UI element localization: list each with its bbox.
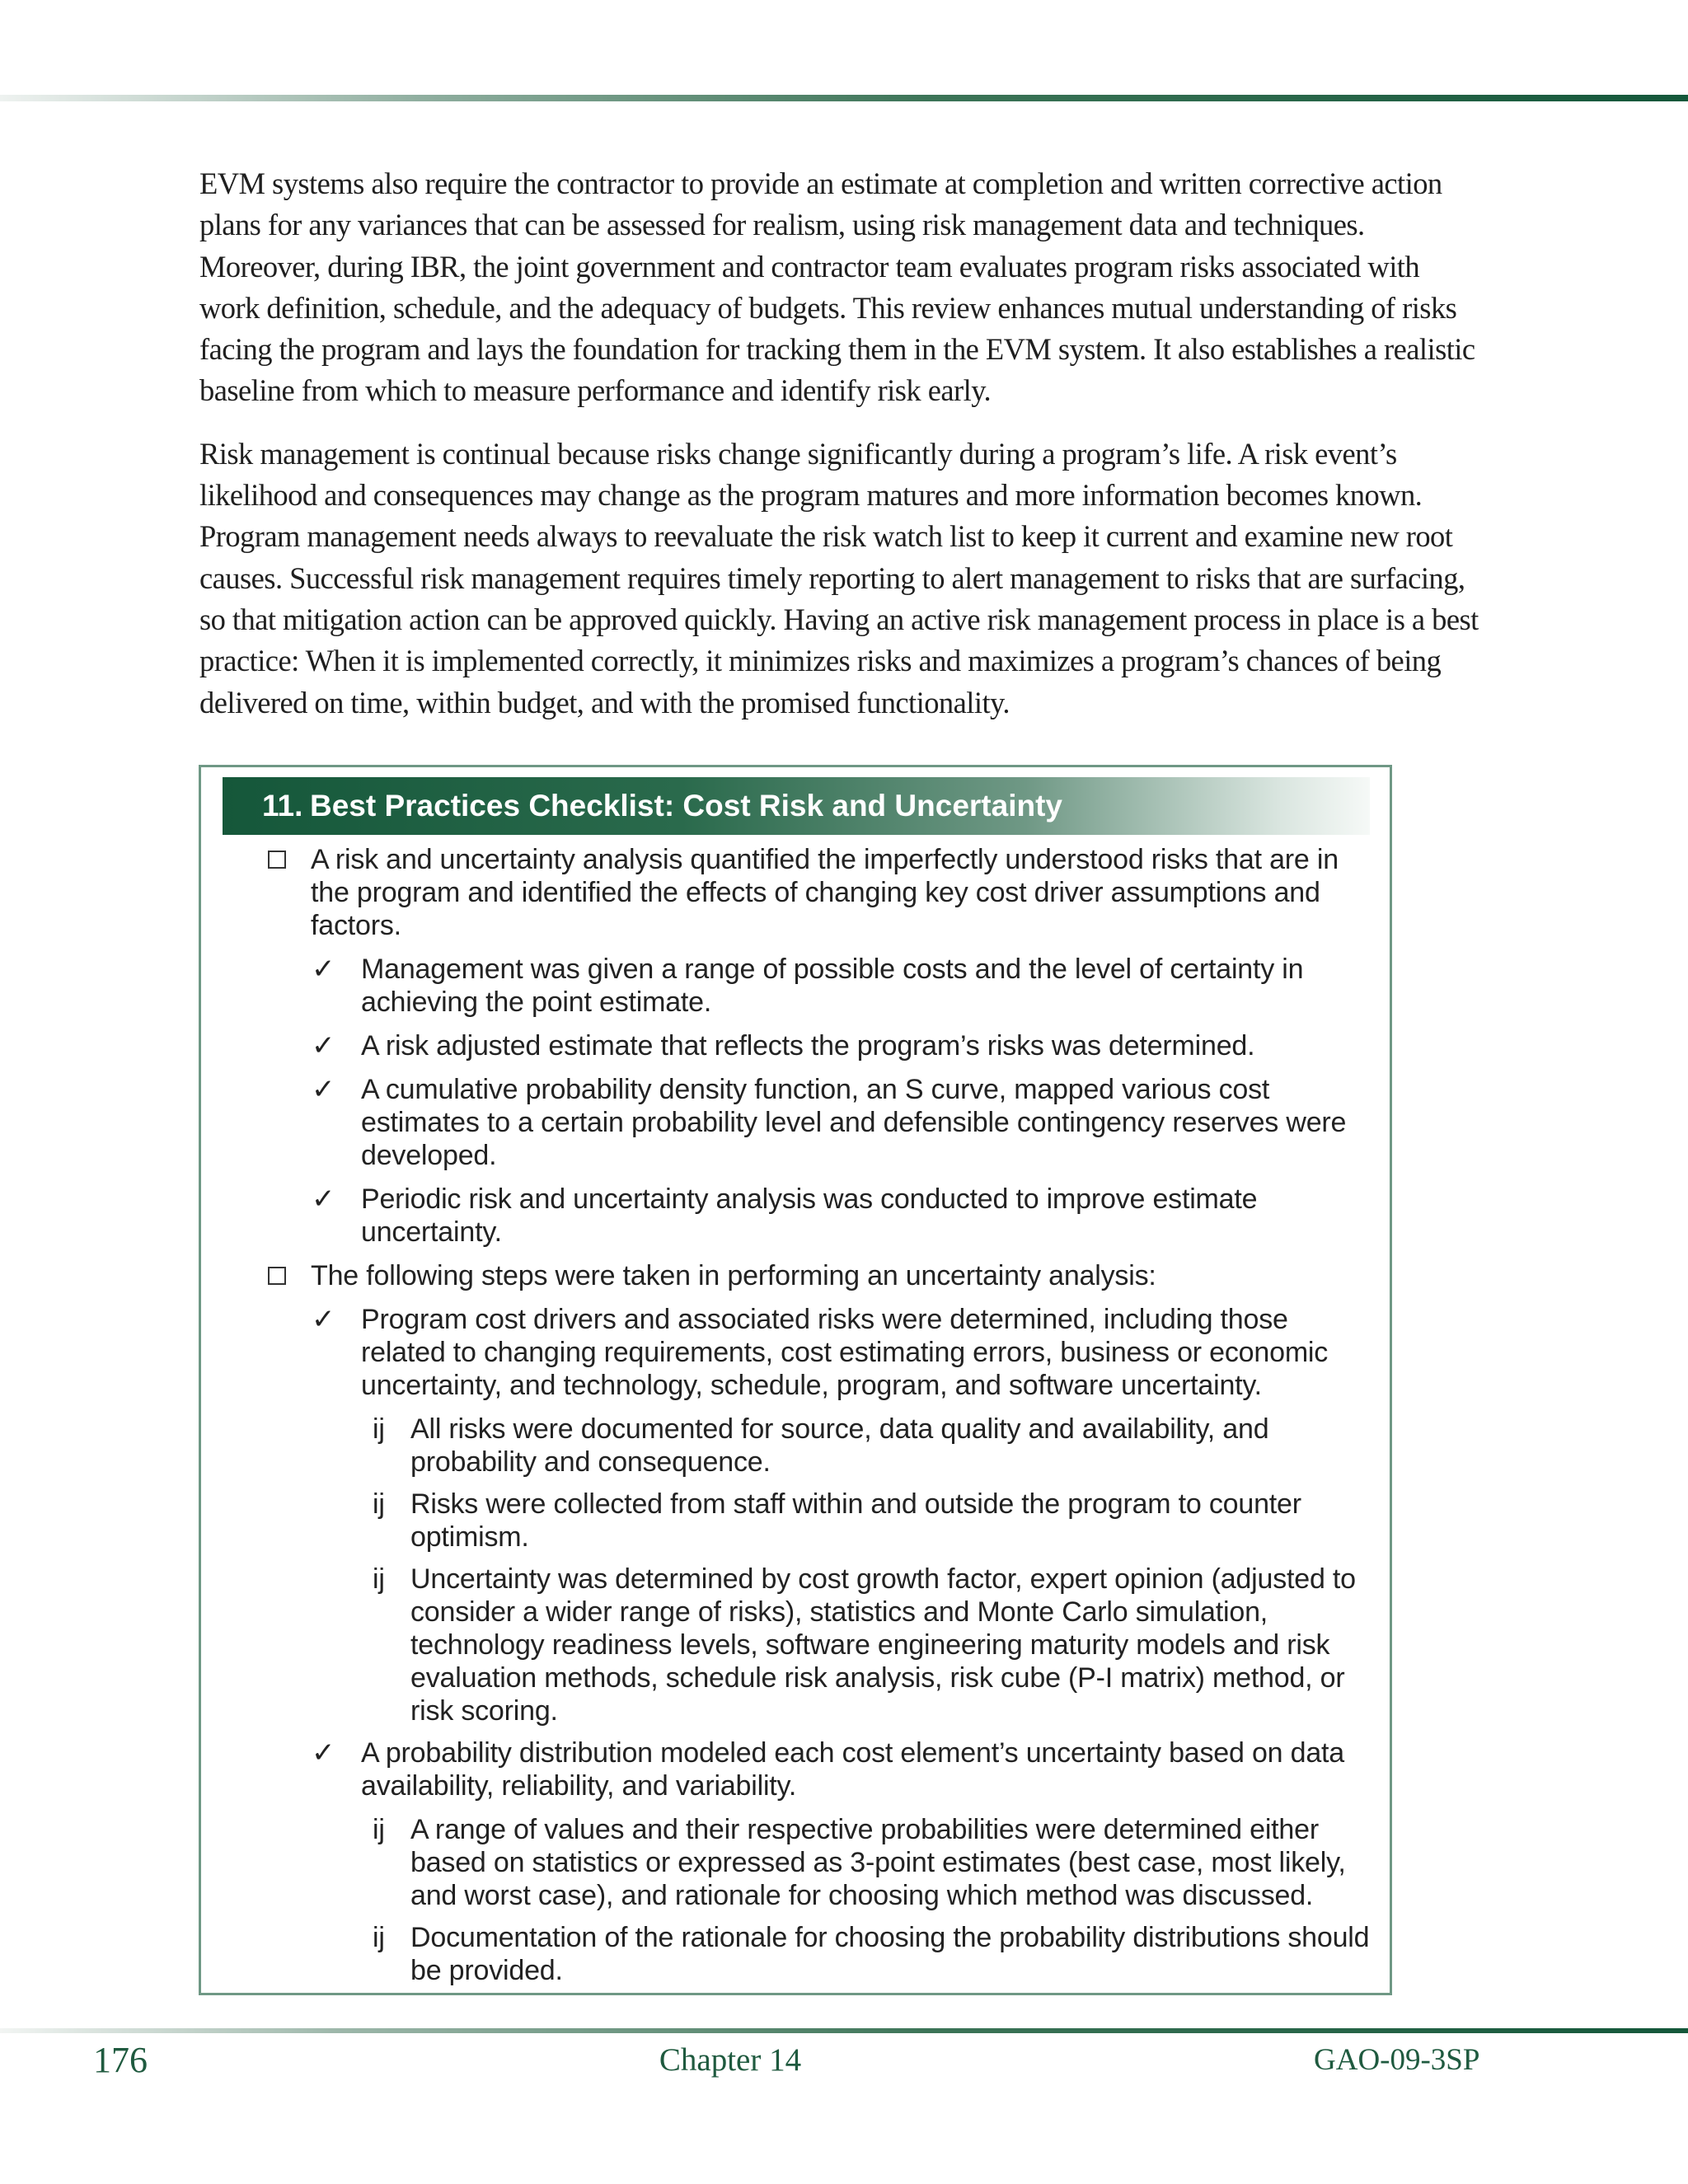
checkmark-icon: ✓ xyxy=(312,1029,335,1062)
checklist-number: 11. xyxy=(262,789,303,823)
page-number: 176 xyxy=(93,2040,148,2080)
checklist-header xyxy=(223,777,1370,835)
checkmark-icon: ✓ xyxy=(312,1073,335,1106)
bullet-marker: ij xyxy=(373,1814,385,1845)
checklist-item: A risk and uncertainty analysis quantified the imperfectly understood risks that are in the program and identified the effects of changing key cost driver assumptions and factors. xyxy=(223,843,1376,942)
checklist-subsubitem: ij A range of values and their respective probabilities were determined either based on statistics or expressed as 3-point estimates (best case, most likely, and worst case), and rationale for choosing which method was discussed. xyxy=(373,1814,1346,1911)
chapter-label: Chapter 14 xyxy=(659,2042,802,2078)
checklist-item: The following steps were taken in performing an uncertainty analysis: xyxy=(223,1259,1376,1292)
top-rule xyxy=(0,95,1688,101)
bullet-marker: ij xyxy=(373,1488,385,1520)
checklist-subitem: ✓ Periodic risk and uncertainty analysis was conducted to improve estimate uncertainty. xyxy=(312,1183,1258,1248)
checklist-title: Best Practices Checklist: Cost Risk and Uncertainty xyxy=(310,789,1062,823)
checklist-items xyxy=(223,843,1376,1996)
checklist-subsubitem: ij All risks were documented for source, data quality and availability, and probability and consequence. xyxy=(373,1413,1269,1478)
checkbox-icon xyxy=(268,851,286,869)
bullet-marker: ij xyxy=(373,1563,385,1595)
checklist-subitem: ✓ Management was given a range of possible costs and the level of certainty in achieving the point estimate. xyxy=(312,953,1304,1018)
checkmark-icon: ✓ xyxy=(312,953,335,986)
checkmark-icon: ✓ xyxy=(312,1183,335,1216)
checkmark-icon: ✓ xyxy=(312,1736,335,1769)
checklist-subsubitem: ij Uncertainty was determined by cost growth factor, expert opinion (adjusted to consider a wider range of risks), statistics and Monte Carlo simulation, technology readiness levels, software engineering maturity models and risk evaluation methods, schedule risk analysis, risk cube (P-I matrix) method, or risk scoring. xyxy=(373,1563,1356,1727)
checklist-subitem: ✓ A risk adjusted estimate that reflects the program’s risks was determined. xyxy=(312,1029,1255,1062)
paragraph-evm: EVM systems also require the contractor to provide an estimate at completion and written corrective action plans for any variances that can be assessed for realism, using risk management data and techniques. Moreover, during IBR, the joint government and contractor team evaluates program risks associated with work definition, schedule, and the adequacy of budgets. This review enhances mutual understanding of risks facing the program and lays the foundation for tracking them in the EVM system. It also establishes a realistic baseline from which to measure performance and identify risk early. xyxy=(199,166,1475,408)
checklist-subitem: ✓ A probability distribution modeled each cost element’s uncertainty based on data availability, reliability, and variability. xyxy=(312,1736,1345,1802)
checklist-subsubitem: ij Documentation of the rationale for choosing the probability distributions should be provided. xyxy=(373,1922,1370,1986)
document-id: GAO-09-3SP xyxy=(1314,2043,1480,2077)
bottom-rule xyxy=(0,2028,1688,2033)
checklist-subitem: ✓ A cumulative probability density function, an S curve, mapped various cost estimates to a certain probability level and defensible contingency reserves were developed. xyxy=(312,1073,1347,1171)
checkmark-icon: ✓ xyxy=(312,1303,335,1336)
checklist-subitem: ✓ Program cost drivers and associated risks were determined, including those related to changing requirements, cost estimating errors, business or economic uncertainty, and technology, schedule, program, and software uncertainty. xyxy=(312,1303,1329,1401)
bullet-marker: ij xyxy=(373,1413,385,1445)
bullet-marker: ij xyxy=(373,1922,385,1953)
body-text xyxy=(199,163,1485,745)
checklist-subsubitem: ij Risks were collected from staff within and outside the program to counter optimism. xyxy=(373,1488,1301,1553)
paragraph-risk-management: Risk management is continual because risks change significantly during a program’s life. A risk event’s likelihood and consequences may change as the program matures and more information becomes known. Program management needs always to reevaluate the risk watch list to keep it current and examine new root causes. Successful risk management requires timely reporting to alert management to risks that are surfacing, so that mitigation action can be approved quickly. Having an active risk management process in place is a best practice: When it is implemented correctly, it minimizes risks and maximizes a program’s chances of being delivered on time, within budget, and with the promised functionality. xyxy=(199,436,1479,719)
checkbox-icon xyxy=(268,1267,286,1285)
